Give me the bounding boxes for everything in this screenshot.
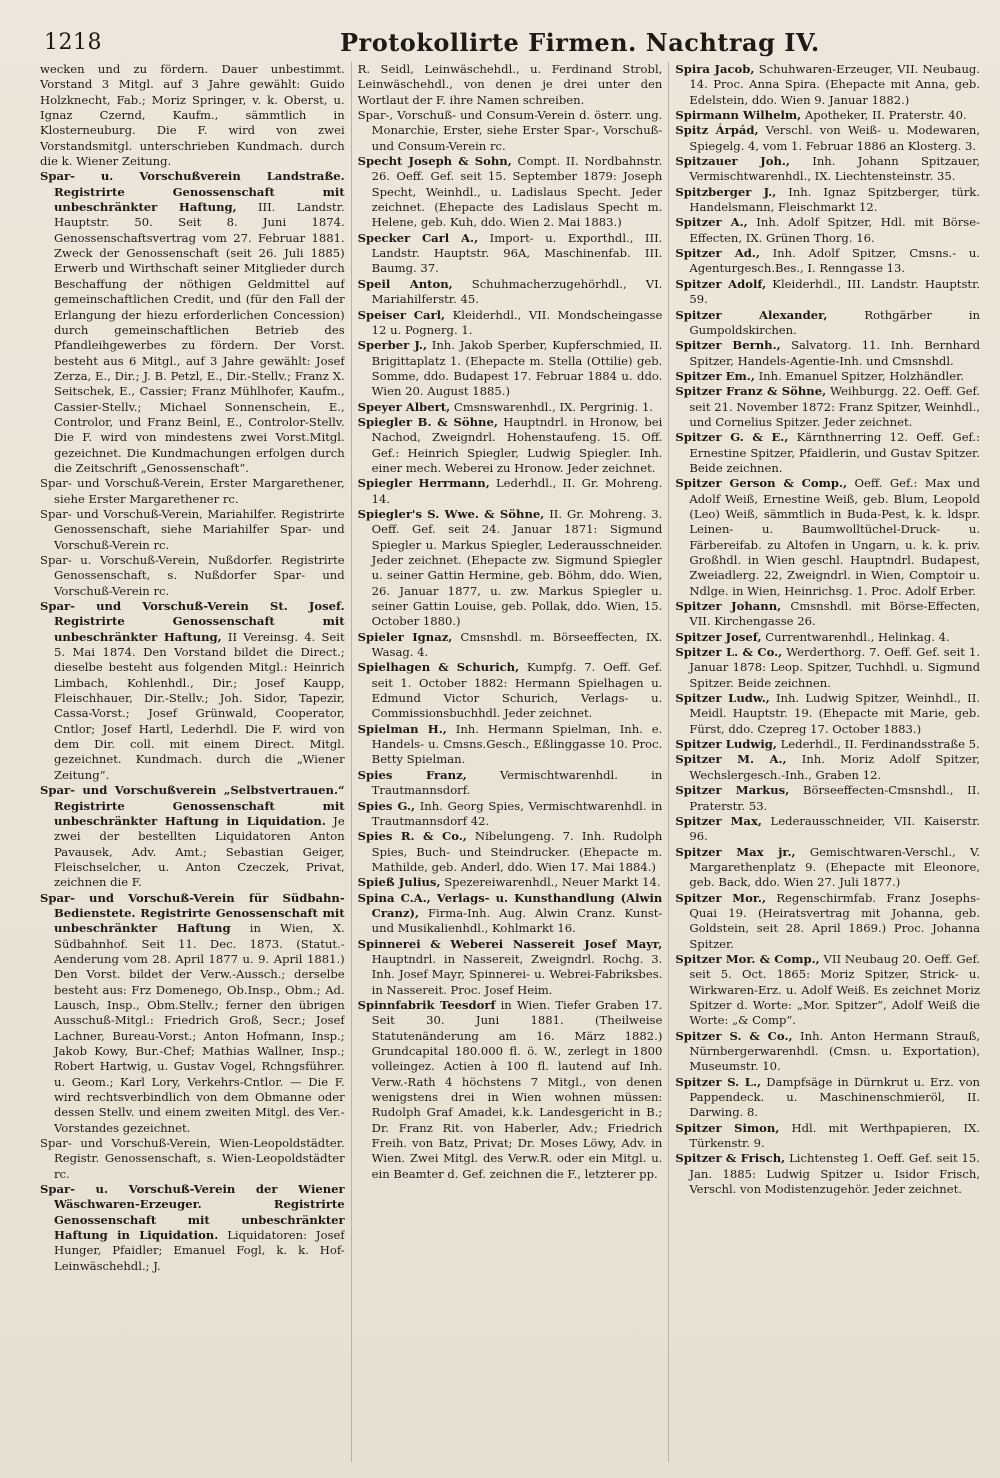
entry-text: wecken und zu fördern. Dauer unbestimmt. Vorstand 3 Mitgl. auf 3 Jahre gewählt: Guido Holzknecht, Fab.; Moriz Springer, v. k. Oberst, u. Ignaz Czernd, Kaufm., sämmtlich in Klosterneuburg. Die F. wird von zwei Vorstandsmitgl. unterschrieben Kundmach. durch die k. Wiener Zeitung. — [40, 62, 345, 169]
firm-name: Spitzer Alexander, — [675, 307, 828, 322]
entry-text: Weihburgg. 22. Oeff. Gef. seit 21. November 1872: Franz Spitzer, Weinhdl., und Cornelius Spitzer. Jeder zeichnet. — [689, 384, 980, 429]
firm-entry — [358, 937, 663, 998]
firm-name: Spieß Julius, — [357, 875, 441, 890]
entry-text: Cmsnshdl. m. Börseeffecten, IX. Wasag. 4. — [371, 629, 663, 660]
firm-entry — [358, 799, 663, 830]
entry-text: Inh. Ludwig Spitzer, Weinhdl., II. Meidl. Hauptstr. 19. (Ehepacte mit Marie, geb. Fürst, ddo. Czepreg 17. October 1883.) — [689, 691, 980, 736]
entry-text: Liquidatoren: Josef Hunger, Pfaidler; Emanuel Fogl, k. k. Hof-Leinwäschehdl.; J. — [54, 1228, 345, 1273]
firm-name: Spinnfabrik Teesdorf — [357, 997, 496, 1012]
entry-text: Inh. Moriz Adolf Spitzer, Wechslergesch.-Inh., Graben 12. — [689, 752, 980, 782]
firm-name: Spitzer Mor. & Comp., — [675, 951, 820, 966]
firm-entry — [675, 476, 980, 599]
firm-entry — [675, 1151, 980, 1197]
text-columns — [40, 62, 980, 1462]
firm-name: Spiegler's S. Wwe. & Söhne, — [357, 506, 545, 521]
entry-text: Inh. Jakob Sperber, Kupferschmied, II. Brigittaplatz 1. (Ehepacte m. Stella (Ottilie) geb. Somme, ddo. Budapest 17. Februar 1884 u. ddo. Wien 20. August 1885.) — [371, 338, 663, 399]
firm-name: Spitzer Ad., — [675, 246, 760, 261]
firm-entry — [675, 185, 980, 216]
firm-name: Spitzer A., — [675, 215, 748, 230]
firm-entry — [675, 246, 980, 277]
firm-name: Spitzer Bernh., — [675, 338, 781, 353]
entry-text: Verschl. von Weiß- u. Modewaren, Spiegelg. 4, vom 1. Februar 1886 an Klosterg. 3. — [689, 123, 980, 153]
entry-text: Vermischtwarenhdl. in Trautmannsdorf. — [371, 767, 663, 798]
firm-name: Spitzer Gerson & Comp., — [675, 476, 848, 491]
firm-entry — [358, 875, 663, 890]
firm-entry — [675, 369, 980, 384]
entry-text: Kärnthnerring 12. Oeff. Gef.: Ernestine Spitzer, Pfaidlerin, und Gustav Spitzer. Beide zeichnen. — [689, 430, 980, 475]
firm-name: Sperber J., — [357, 338, 427, 353]
cross-reference-entry — [40, 476, 345, 507]
firm-name: Spiegler B. & Söhne, — [357, 414, 498, 429]
cross-reference-entry — [40, 553, 345, 599]
firm-entry — [675, 630, 980, 645]
entry-text: III. Landstr. Hauptstr. 50. Seit 8. Juni 1874. Genossenschaftsvertrag vom 27. Februar 1881. Zweck der Genossenschaft (seit 26. Juli 1885) Erwerb und Wirthschaft seiner Mitglieder durch Beschaffung der nöthigen Geldmittel auf gemeinschaftlichen Credit, und (für den Fall der Erlangung der hiezu erforderlichen Concession) durch gemeinschaftlichen Betrieb des Pfandleihgewerbes zu fördern. Der Vorst. besteht aus 6 Mitgl., auf 3 Jahre gewählt: Josef Zerza, E., Dir.; J. B. Petzl, E., Dir.-Stellv.; Franz X. Seitschek, E., Cassier; Franz Mühlhofer, Kaufm., Cassier-Stellv.; Michael Sonnenschein, E., Controlor, und Franz Beinl, E., Controlor-Stellv. Die F. wird von mindestens zwei Vorst.Mitgl. gezeichnet. Die Kundmachungen erfolgen durch die Zeitschrift „Genossenschaft“. — [54, 200, 345, 475]
firm-entry — [675, 691, 980, 737]
entry-text: Oeff. Gef.: Max und Adolf Weiß, Ernestine Weiß, geb. Blum, Leopold (Leo) Weiß, sämmtlich in Buda-Pest, k. k. ldspr. Leinen- u. Baumwolltüchel-Druck- u. Färbereifab. zu Altofen in Ungarn, u. k. k. priv. Großhdl. in Wien geschl. Hauptndrl. Budapest, Zweiadlerg. 22, Zweigndrl. in Wien, Comptoir u. Ndlge. in Wien, Heinrichsg. 1. Proc. Adolf Erber. — [689, 476, 980, 598]
entry-text: Inh. Emanuel Spitzer, Holzhändler. — [758, 368, 965, 383]
firm-name: Speiser Carl, — [357, 307, 446, 322]
entry-text: in Wien, X. Südbahnhof. Seit 11. Dec. 1873. (Statut.-Aenderung vom 28. April 1877 u. 9. April 1881.) Den Vorst. bildet der Verw.-Aussch.; derselbe besteht aus: Frz Domenego, Ob.Insp., Obm.; Ad. Lausch, Insp., Obm.Stellv.; ferner den übrigen Ausschuß-Mitgl.: Friedrich Groß, Secr.; Josef Lachner, Bureau-Vorst.; Anton Hofmann, Insp.; Jakob Kowy, Bur.-Chef; Mathias Wallner, Insp.; Robert Hartwig, u. Gustav Vogel, Rchngsführer. u. Geom.; Karl Lory, Verkehrs-Cntlor. — Die F. wird rechtsverbindlich von dem Obmanne oder dessen Stellv. und einem zweiten Mitgl. des Ver.-Vorstandes gezeichnet. — [54, 921, 345, 1135]
cross-reference-entry — [40, 507, 345, 553]
entry-text: Import- u. Exporthdl., III. Landstr. Hauptstr. 96A, Maschinenfab. III. Baumg. 37. — [371, 230, 663, 276]
firm-name: Spitzer Franz & Söhne, — [675, 384, 827, 399]
continued-entry — [358, 62, 663, 108]
firm-entry — [675, 1121, 980, 1152]
firm-name: Spitzberger J., — [675, 184, 777, 199]
entry-text: Hauptndrl. in Nassereit, Zweigndrl. Rochg. 3. Inh. Josef Mayr, Spinnerei- u. Webrei-Fabriksbes. in Nassereit. Proc. Josef Heim. — [371, 951, 663, 997]
firm-name: Spirmann Wilhelm, — [675, 108, 802, 123]
entry-text: Kleiderhdl., III. Landstr. Hauptstr. 59. — [689, 276, 980, 307]
entry-text: Lederhdl., II. Gr. Mohreng. 14. — [371, 476, 663, 506]
firm-entry — [675, 123, 980, 154]
column-right — [668, 62, 980, 1462]
firm-entry — [358, 476, 663, 507]
firm-name: Spina C.A., Verlags- u. Kunsthandlung (Alwin Cranz), — [357, 890, 663, 920]
firm-name: Spar- u. Vorschuß-Verein der Wiener Wäschwaren-Erzeuger. Registrirte Genossenschaft mit unbeschränkter Haftung in Liquidation. — [40, 1182, 345, 1243]
firm-name: Spitzer M. A., — [675, 752, 787, 767]
entry-text: Kumpfg. 7. Oeff. Gef. seit 1. October 1882: Hermann Spielhagen u. Edmund Victor Schurich, Verlags- u. Commissionsbuchhdl. Jeder zeichnet. — [371, 660, 663, 721]
firm-entry — [358, 308, 663, 339]
firm-name: Spitzer S. & Co., — [675, 1028, 793, 1043]
firm-name: Spitzauer Joh., — [675, 154, 790, 169]
entry-text: II Vereinsg. 4. Seit 5. Mai 1874. Den Vorstand bildet die Direct.; dieselbe besteht aus folgenden Mitgl.: Heinrich Limbach, Kohlenhdl., Dir.; Josef Kaupp, Fleischhauer, Dir.-Stellv.; Joh. Sidor, Tapezir, Cassa-Vorst.; Josef Grünwald, Cooperator, Cntlor; Josef Hartl, Lederhdl. Die F. wird von dem Dir. coll. mit einem Direct. Mitgl. gezeichnet. Kundmach. durch die „Wiener Zeitung“. — [54, 629, 345, 782]
firm-entry — [675, 277, 980, 308]
firm-name: Spies G., — [357, 798, 416, 813]
firm-entry — [358, 154, 663, 231]
firm-entry — [675, 952, 980, 1029]
firm-entry — [358, 338, 663, 399]
firm-name: Spar- und Vorschuß-Verein für Südbahn-Bedienstete. Registrirte Genossenschaft mit unbeschränkter Haftung — [40, 890, 345, 936]
firm-entry — [675, 384, 980, 430]
firm-name: Spar- und Vorschuß-Verein St. Josef. Registrirte Genossenschaft mit unbeschränkter Haftung, — [40, 599, 345, 644]
cross-reference-entry — [358, 108, 663, 154]
entry-text: Spar-, Vorschuß- und Consum-Verein d. österr. ung. Monarchie, Erster, siehe Erster Spar-, Vorschuß- und Consum-Verein rc. — [357, 108, 663, 153]
firm-name: Speyer Albert, — [357, 399, 451, 414]
entry-text: Salvatorg. 11. Inh. Bernhard Spitzer, Handels-Agentie-Inh. und Cmsnshdl. — [689, 338, 980, 368]
firm-entry — [358, 660, 663, 721]
entry-text: Schuhmacherzugehörhdl., VI. Mariahilferstr. 45. — [371, 276, 663, 307]
entry-text: Kleiderhdl., VII. Mondscheingasse 12 u. Pognerg. 1. — [371, 307, 663, 337]
entry-text: Werderthorg. 7. Oeff. Gef. seit 1. Januar 1878: Leop. Spitzer, Tuchhdl. u. Sigmund Spitzer. Beide zeichnen. — [689, 645, 980, 690]
entry-text: Cmsnswarenhdl., IX. Pergrinig. 1. — [453, 399, 654, 414]
entry-text: Gemischtwaren-Verschl., V. Margarethenplatz 9. (Ehepacte mit Eleonore, geb. Back, ddo. Wien 27. Juli 1877.) — [689, 844, 980, 890]
firm-name: Spitzer Em., — [675, 368, 755, 383]
firm-entry — [358, 415, 663, 476]
firm-entry — [675, 215, 980, 246]
cross-reference-entry — [40, 1136, 345, 1182]
firm-entry — [358, 277, 663, 308]
firm-entry — [358, 507, 663, 630]
firm-entry — [358, 722, 663, 768]
entry-text: Inh. Johann Spitzauer, Vermischtwarenhdl., IX. Liechtensteinstr. 35. — [689, 154, 980, 184]
firm-name: Spar- u. Vorschußverein Landstraße. Registrirte Genossenschaft mit unbeschränkter Haftung, — [40, 169, 345, 215]
firm-name: Spitzer Max, — [675, 813, 762, 828]
firm-entry — [675, 154, 980, 185]
entry-text: Hauptndrl. in Hronow, bei Nachod, Zweigndrl. Hohenstaufeng. 15. Off. Gef.: Heinrich Spiegler, Ludwig Spiegler. Inh. einer mech. Weberei zu Hronow. Jeder zeichnet. — [371, 414, 663, 475]
page-header — [40, 22, 980, 62]
firm-entry — [675, 891, 980, 952]
firm-entry — [675, 308, 980, 339]
firm-name: Spieler Ignaz, — [357, 629, 453, 644]
entry-text: Currentwarenhdl., Helinkag. 4. — [765, 629, 950, 644]
firm-entry — [358, 768, 663, 799]
firm-entry — [40, 169, 345, 476]
entry-text: Regenschirmfab. Franz Josephs-Quai 19. (Heiratsvertrag mit Johanna, geb. Goldstein, seit 28. April 1869.) Proc. Johanna Spitzer. — [689, 890, 980, 951]
firm-entry — [40, 783, 345, 890]
continued-entry — [40, 62, 345, 169]
entry-text: Inh. Anton Hermann Strauß, Nürnbergerwarenhdl. (Cmsn. u. Exportation), Museumstr. 10. — [689, 1028, 980, 1074]
firm-entry — [358, 630, 663, 661]
firm-name: Spitz Árpád, — [675, 123, 759, 138]
firm-name: Spitzer S. L., — [675, 1074, 762, 1089]
firm-name: Spielman H., — [357, 721, 447, 736]
firm-entry — [675, 430, 980, 476]
entry-text: Rothgärber in Gumpoldskirchen. — [689, 307, 980, 337]
running-head: Protokollirte Firmen. Nachtrag IV. — [340, 28, 820, 57]
firm-entry — [675, 62, 980, 108]
firm-name: Spielhagen & Schurich, — [357, 660, 520, 675]
firm-name: Spitzer Johann, — [675, 599, 782, 614]
firm-entry — [675, 645, 980, 691]
firm-name: Spitzer Simon, — [675, 1120, 780, 1135]
entry-text: Schuhwaren-Erzeuger, VII. Neubaug. 14. Proc. Anna Spira. (Ehepacte mit Anna, geb. Edelstein, ddo. Wien 9. Januar 1882.) — [689, 62, 980, 107]
firm-name: Spitzer Markus, — [675, 783, 790, 798]
firm-entry — [358, 829, 663, 875]
entry-text: Inh. Adolf Spitzer, Hdl. mit Börse-Effecten, IX. Grünen Thorg. 16. — [689, 215, 980, 245]
entry-text: Inh. Hermann Spielman, Inh. e. Handels- u. Cmsns.Gesch., Eßlinggasse 10. Proc. Betty Spielman. — [371, 721, 663, 767]
firm-entry — [675, 752, 980, 783]
entry-text: VII Neubaug 20. Oeff. Gef. seit 5. Oct. 1865: Moriz Spitzer, Strick- u. Wirkwaren-Erz. u. Adolf Weiß. Es zeichnet Moriz Spitzer d. Worte: „Mor. Spitzer“, Adolf Weiß die Worte: „& Comp“. — [689, 951, 980, 1028]
entry-text: II. Gr. Mohreng. 3. Oeff. Gef. seit 24. Januar 1871: Sigmund Spiegler u. Markus Spiegler, Lederausschneider. Jeder zeichnet. (Ehepacte zw. Sigmund Spiegler u. seiner Gattin Hermine, geb. Böhm, ddo. Wien, 26. Januar 1877, u. zw. Markus Spiegler u. seiner Gattin Louise, geb. Pollak, ddo. Wien, 15. October 1880.) — [371, 506, 663, 629]
firm-entry — [675, 845, 980, 891]
firm-entry — [675, 783, 980, 814]
entry-text: R. Seidl, Leinwäschehdl., u. Ferdinand Strobl, Leinwäschehdl., von denen je drei unter den Wortlaut der F. ihre Namen schreiben. — [357, 62, 663, 107]
entry-text: Lederausschneider, VII. Kaiserstr. 96. — [689, 813, 980, 844]
column-left — [40, 62, 345, 1462]
entry-text: Inh. Adolf Spitzer, Cmsns.- u. Agenturgesch.Bes., I. Renngasse 13. — [689, 246, 980, 276]
firm-name: Spies Franz, — [357, 767, 467, 782]
firm-name: Spinnerei & Weberei Nassereit Josef Mayr, — [357, 936, 663, 951]
entry-text: Börseeffecten-Cmsnshdl., II. Praterstr. 53. — [689, 783, 980, 813]
entry-text: Firma-Inh. Aug. Alwin Cranz. Kunst- und Musikalienhdl., Kohlmarkt 16. — [371, 905, 663, 936]
entry-text: Spar- und Vorschuß-Verein, Wien-Leopoldstädter. Registr. Genossenschaft, s. Wien-Leopoldstädter rc. — [40, 1136, 345, 1181]
page-number: 1218 — [44, 30, 102, 55]
firm-name: Spira Jacob, — [675, 62, 755, 76]
entry-text: Apotheker, II. Praterstr. 40. — [804, 108, 967, 123]
firm-entry — [675, 814, 980, 845]
firm-entry — [40, 1182, 345, 1274]
firm-name: Spitzer Ludw., — [675, 691, 770, 706]
firm-name: Speil Anton, — [357, 276, 453, 291]
entry-text: Je zwei der bestellten Liquidatoren Anton Pavausek, Adv. Amt.; Sebastian Geiger, Fleischselcher, u. Anton Czeczek, Privat, zeichnen die F. — [54, 813, 345, 890]
firm-name: Spitzer Ludwig, — [675, 737, 777, 752]
firm-name: Specker Carl A., — [357, 230, 479, 245]
entry-text: Lederhdl., II. Ferdinandsstraße 5. — [780, 737, 980, 752]
entry-text: Dampfsäge in Dürnkrut u. Erz. von Pappendeck. u. Maschinenschmieröl, II. Darwing. 8. — [689, 1074, 980, 1120]
firm-name: Spitzer Max jr., — [675, 844, 796, 859]
firm-entry — [675, 737, 980, 752]
firm-name: Spies R. & Co., — [357, 829, 467, 844]
firm-entry — [675, 1029, 980, 1075]
entry-text: Spar- und Vorschuß-Verein, Mariahilfer. Registrirte Genossenschaft, siehe Mariahilfer Spar- und Vorschuß-Verein rc. — [40, 506, 345, 552]
entry-text: Lichtensteg 1. Oeff. Gef. seit 15. Jan. 1885: Ludwig Spitzer u. Isidor Frisch, Verschl. von Modistenzugehör. Jeder zeichnet. — [689, 1151, 980, 1197]
firm-entry — [358, 891, 663, 937]
firm-name: Specht Joseph & Sohn, — [357, 154, 512, 169]
entry-text: Spezereiwarenhdl., Neuer Markt 14. — [444, 875, 661, 890]
firm-entry — [358, 400, 663, 415]
firm-entry — [40, 891, 345, 1137]
firm-entry — [40, 599, 345, 783]
firm-name: Spitzer Mor., — [675, 890, 766, 905]
entry-text: in Wien. Tiefer Graben 17. Seit 30. Juni 1881. (Theilweise Statutenänderung am 16. März 1882.) Grundcapital 180.000 fl. ö. W., zerlegt in 1800 volleingez. Actien à 100 fl. lautend auf Inh. Verw.-Rath 4 höchstens 7 Mitgl., von denen wenigstens drei in Wien wohnen müssen: Rudolph Graf Amadei, k.k. Landesgericht in B.; Dr. Franz Rit. von Haberler, Adv.; Friedrich Freih. von Batz, Privat; Dr. Moses Löwy, Adv. in Wien. Zwei Mitgl. des Verw.R. oder ein Mitgl. u. ein Beamter d. Gef. zeichnen die F., letzterer pp. — [371, 997, 663, 1181]
firm-entry — [675, 338, 980, 369]
firm-name: Spitzer Adolf, — [675, 276, 767, 291]
entry-text: Nibelungeng. 7. Inh. Rudolph Spies, Buch- und Steindrucker. (Ehepacte m. Mathilde, geb. Anderl, ddo. Wien 17. Mai 1884.) — [371, 829, 663, 874]
entry-text: Spar- und Vorschuß-Verein, Erster Margarethener, siehe Erster Margarethener rc. — [40, 476, 345, 506]
firm-entry — [675, 1075, 980, 1121]
firm-entry — [358, 998, 663, 1182]
entry-text: Cmsnshdl. mit Börse-Effecten, VII. Kirchengasse 26. — [689, 599, 980, 629]
firm-entry — [675, 108, 980, 123]
firm-name: Spitzer & Frisch, — [675, 1151, 786, 1166]
entry-text: Inh. Georg Spies, Vermischtwarenhdl. in Trautmannsdorf 42. — [371, 798, 663, 828]
column-middle — [351, 62, 663, 1462]
entry-text: Hdl. mit Werthpapieren, IX. Türkenstr. 9. — [689, 1120, 980, 1151]
firm-name: Spitzer G. & E., — [675, 430, 789, 445]
firm-name: Spitzer Josef, — [675, 629, 762, 644]
firm-name: Spitzer L. & Co., — [675, 645, 783, 660]
firm-entry — [675, 599, 980, 630]
entry-text: Inh. Ignaz Spitzberger, türk. Handelsmann, Fleischmarkt 12. — [689, 184, 980, 215]
firm-name: Spar- und Vorschußverein „Selbstvertrauen.“ Registrirte Genossenschaft mit unbeschränkter Haftung in Liquidation. — [40, 783, 345, 828]
firm-entry — [358, 231, 663, 277]
firm-name: Spiegler Herrmann, — [357, 476, 490, 491]
entry-text: Compt. II. Nordbahnstr. 26. Oeff. Gef. seit 15. September 1879: Joseph Specht, Weinhdl., u. Ladislaus Specht. Jeder zeichnet. (Ehepacte des Ladislaus Specht m. Helene, geb. Kuh, ddo. Wien 2. Mai 1883.) — [371, 154, 663, 230]
entry-text: Spar- u. Vorschuß-Verein, Nußdorfer. Registrirte Genossenschaft, s. Nußdorfer Spar- und Vorschuß-Verein rc. — [40, 553, 345, 598]
